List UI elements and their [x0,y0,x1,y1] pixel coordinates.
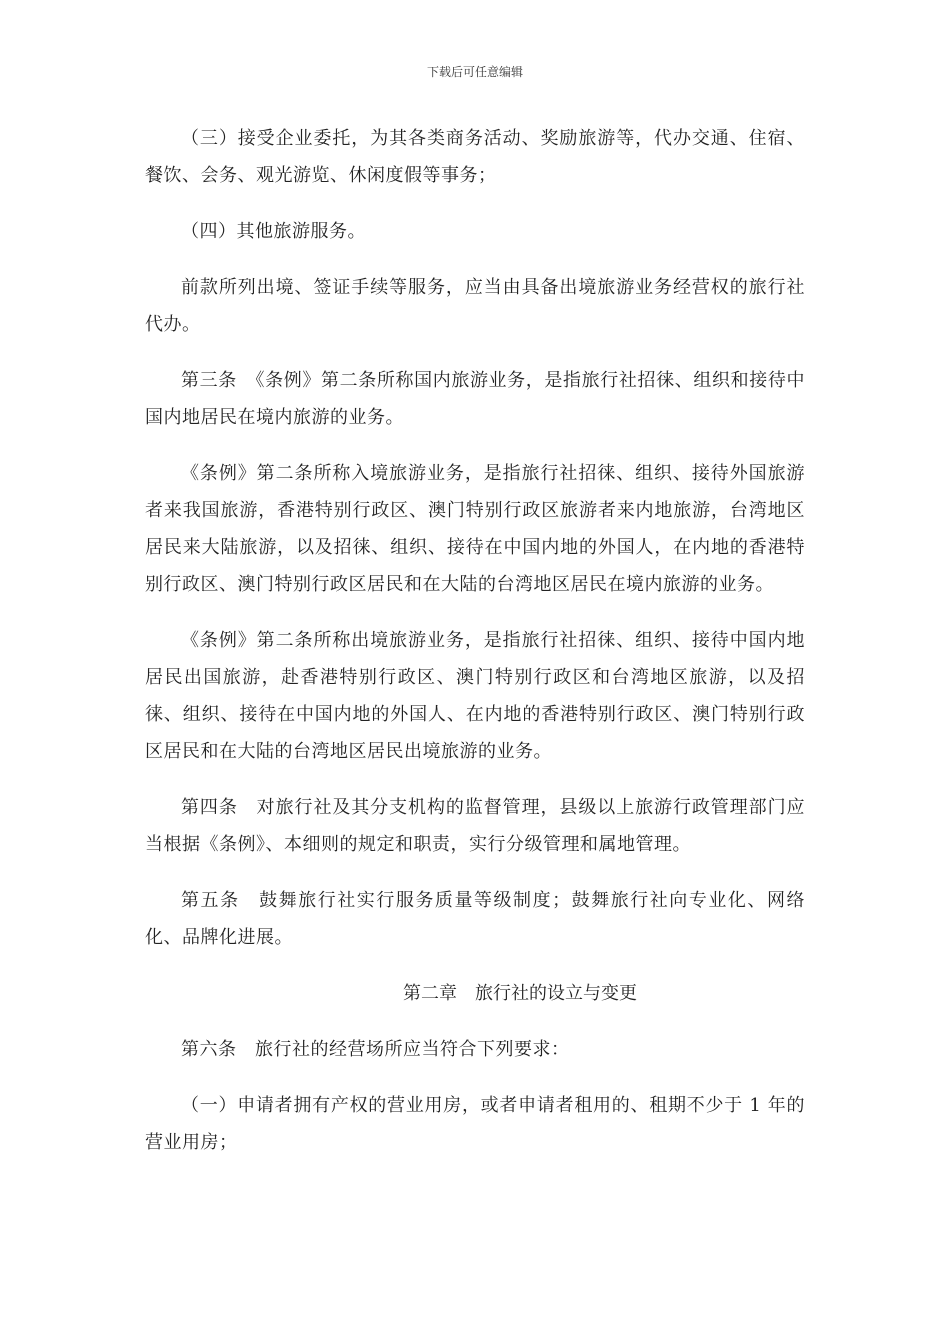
paragraph-visa-note: 前款所列出境、签证手续等服务，应当由具备出境旅游业务经营权的旅行社代办。 [145,277,805,335]
paragraph-article-3: 第三条 《条例》第二条所称国内旅游业务，是指旅行社招徕、组织和接待中国内地居民在境内旅游的业务。 [145,370,805,428]
paragraph-article-4: 第四条 对旅行社及其分支机构的监督管理，县级以上旅游行政管理部门应当根据《条例》、本细则的规定和职责，实行分级管理和属地管理。 [145,797,805,855]
paragraph-article-6: 第六条 旅行社的经营场所应当符合下列要求： [181,1039,570,1060]
document-body [145,120,805,1180]
paragraph-inbound-tourism: 《条例》第二条所称入境旅游业务，是指旅行社招徕、组织、接待外国旅游者来我国旅游，香港特别行政区、澳门特别行政区旅游者来内地旅游，台湾地区居民来大陆旅游，以及招徕、组织、接待在中国内地的外国人，在内地的香港特别行政区、澳门特别行政区居民和在大陆的台湾地区居民在境内旅游的业务。 [145,463,805,595]
paragraph-article-5: 第五条 鼓舞旅行社实行服务质量等级制度；鼓舞旅行社向专业化、网络化、品牌化进展。 [145,890,805,948]
chapter-heading: 第二章 旅行社的设立与变更 [403,983,637,1004]
paragraph-outbound-tourism: 《条例》第二条所称出境旅游业务，是指旅行社招徕、组织、接待中国内地居民出国旅游，赴香港特别行政区、澳门特别行政区和台湾地区旅游，以及招徕、组织、接待在中国内地的外国人、在内地的香港特别行政区、澳门特别行政区居民和在大陆的台湾地区居民出境旅游的业务。 [145,630,805,762]
paragraph-requirement-1: （一）申请者拥有产权的营业用房，或者申请者租用的、租期不少于 1 年的营业用房； [145,1095,805,1153]
paragraph-item-3: （三）接受企业委托，为其各类商务活动、奖励旅游等，代办交通、住宿、餐饮、会务、观光游览、休闲度假等事务； [145,128,805,186]
page-header: 下载后可任意编辑 [426,65,523,79]
paragraph-item-4: （四）其他旅游服务。 [181,221,366,242]
